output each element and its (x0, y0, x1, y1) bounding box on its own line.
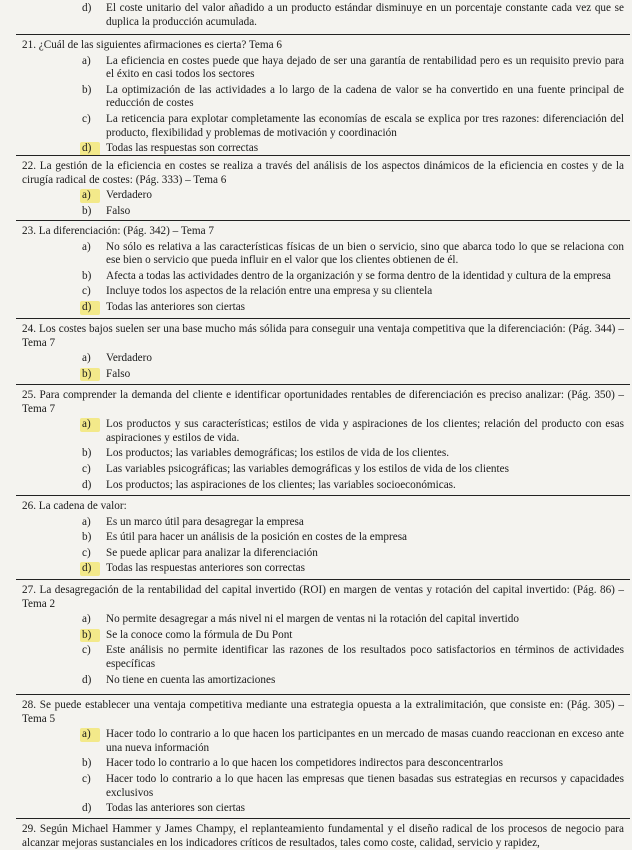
option-text: Falso (106, 204, 131, 217)
question-25-option-c (16, 463, 630, 477)
question-25-option-d (16, 479, 630, 493)
option-letter: a) (82, 352, 91, 365)
question-26-option-c (16, 547, 630, 561)
question-21-option-a (16, 55, 630, 82)
option-letter: c) (82, 644, 91, 657)
option-text: Todas las anteriores son ciertas (106, 802, 246, 815)
option-text: La eficiencia en costes puede que haya dejado de ser una garantía de rentabilidad pero es un requisito previo para el éxito en casi todos los sectores (106, 54, 624, 81)
question-21-option-b (16, 84, 630, 111)
question-25-option-a (16, 418, 630, 445)
option-text: Verdadero (106, 189, 152, 202)
option-text: Todas las anteriores son ciertas (106, 300, 246, 313)
question-text: 29. Según Michael Hammer y James Champy, el replanteamiento fundamental y el diseño radical de los procesos de negocio para alcanzar mejoras sustanciales en los indicadores críticos de resultados, tales como coste, calidad, servicio y rapidez, (22, 823, 624, 849)
question-text: 24. Los costes bajos suelen ser una base mucho más sólida para conseguir una ventaja competitiva que la diferenciación: (Pág. 344) – Tema 7 (22, 323, 624, 349)
option-letter: c) (82, 546, 91, 559)
question-28 (16, 694, 630, 816)
question-22 (16, 155, 630, 218)
question-24-option-b (16, 368, 630, 382)
question-text: 22. La gestión de la eficiencia en costes se realiza a través del análisis de los aspectos dinámicos de la eficiencia en costes y de la cirugía radical de costes: (Pág. 333) – Tema 6 (22, 160, 624, 186)
question-text: 28. Se puede establecer una ventaja competitiva mediante una estrategia opuesta a la extralimitación, que consiste en: (Pág. 305) – Tema 5 (22, 699, 624, 725)
question-23-option-d (16, 301, 630, 315)
option-text: La reticencia para explotar completamente las economías de escala se explica por tres razones: diferenciación del producto, flexibilidad y problemas de motivación y coordinación (106, 112, 624, 139)
option-text: Se la conoce como la fórmula de Du Pont (106, 628, 293, 641)
option-text: Los productos; las variables demográficas; los estilos de vida de los clientes. (106, 447, 449, 460)
question-22-option-b (16, 205, 630, 219)
question-22-option-a (16, 189, 630, 203)
option-text: No tiene en cuenta las amortizaciones (106, 673, 276, 686)
option-text: No permite desagregar a más nivel ni el margen de ventas ni la rotación del capital invertido (106, 613, 519, 626)
question-text: 21. ¿Cuál de las siguientes afirmaciones es cierta? Tema 6 (22, 39, 282, 51)
option-letter: d) (82, 673, 92, 686)
option-letter: b) (82, 531, 92, 544)
option-text: Es útil para hacer un análisis de la posición en costes de la empresa (106, 531, 408, 544)
option-text: El coste unitario del valor añadido a un producto estándar disminuye en un porcentaje constante cada vez que se duplica la producción acumulada. (106, 2, 624, 28)
question-20 (16, 0, 630, 29)
question-27-option-a (16, 613, 630, 627)
option-letter-highlighted: d) (80, 142, 100, 156)
option-text: Falso (106, 367, 131, 380)
option-letter: d) (82, 478, 92, 491)
question-23-option-b (16, 270, 630, 284)
option-letter: b) (82, 204, 92, 217)
option-letter-highlighted: a) (80, 189, 100, 203)
option-letter: c) (82, 112, 91, 125)
option-text: Las variables psicográficas; las variables demográficas y los estilos de vida de los clientes (106, 462, 509, 475)
question-28-option-c (16, 773, 630, 800)
question-28-option-d (16, 802, 630, 816)
question-23-option-a (16, 241, 630, 268)
option-text: Afecta a todas las actividades dentro de la organización y se forma dentro de la identidad y cultura de la empresa (106, 269, 611, 282)
option-text: Hacer todo lo contrario a lo que hacen las empresas que tienen basadas sus estrategias en recursos y capacidades exclusivos (106, 772, 624, 799)
option-letter: b) (82, 269, 92, 282)
question-24-option-a (16, 352, 630, 366)
option-text: Los productos; las aspiraciones de los clientes; las variables socioeconómicas. (106, 478, 456, 491)
question-25-option-b (16, 447, 630, 461)
option-text: Los productos y sus características; estilos de vida y aspiraciones de los clientes; relación del producto con esas aspiraciones y estilos de vida. (106, 418, 624, 444)
question-27-option-c (16, 644, 630, 671)
question-23 (16, 220, 630, 315)
option-text: Es un marco útil para desagregar la empresa (106, 515, 304, 528)
option-letter: b) (82, 447, 92, 460)
option-text: Se puede aplicar para analizar la diferenciación (106, 546, 318, 559)
question-20-option-d (16, 2, 630, 29)
option-letter-highlighted: b) (80, 368, 100, 382)
option-text: Este análisis no permite identificar las razones de los resultados poco satisfactorios en términos de actividades específicas (106, 644, 624, 670)
question-27-option-b (16, 629, 630, 643)
question-text: 23. La diferenciación: (Pág. 342) – Tema 7 (22, 225, 214, 237)
option-letter-highlighted: a) (80, 418, 100, 432)
question-21-option-d (16, 142, 630, 156)
option-letter-highlighted: d) (80, 562, 100, 576)
option-text: La optimización de las actividades a lo largo de la cadena de valor se ha convertido en una fuente principal de reducción de costes (106, 83, 624, 110)
question-26-option-b (16, 531, 630, 545)
option-letter: a) (82, 54, 91, 67)
option-letter: a) (82, 515, 91, 528)
option-letter: b) (82, 83, 92, 96)
question-21-option-c (16, 113, 630, 140)
question-24 (16, 318, 630, 381)
question-25 (16, 384, 630, 492)
option-text: Hacer todo lo contrario a lo que hacen los participantes en un mercado de masas cuando reaccionan en exceso ante una nueva información (106, 728, 624, 754)
question-29 (16, 818, 630, 850)
option-letter: d) (82, 2, 92, 14)
option-text: Hacer todo lo contrario a lo que hacen los competidores indirectos para desconcentrarlos (106, 757, 504, 770)
option-text: Incluye todos los aspectos de la relación entre una empresa y su clientela (106, 285, 433, 298)
option-letter: c) (82, 462, 91, 475)
option-letter: c) (82, 285, 91, 298)
option-text: Verdadero (106, 352, 152, 365)
question-28-option-a (16, 728, 630, 755)
option-text: Todas las respuestas anteriores son correctas (106, 562, 305, 575)
option-letter: a) (82, 240, 91, 253)
option-letter-highlighted: a) (80, 728, 100, 742)
option-text: No sólo es relativa a las características físicas de un bien o servicio, sino que abarca todo lo que se relaciona con ese bien o servicio que pueda influir en el valor que los clientes obtienen de él. (106, 240, 624, 267)
option-letter-highlighted: d) (80, 301, 100, 315)
option-text: Todas las respuestas son correctas (106, 142, 259, 155)
question-27-option-d (16, 674, 630, 688)
question-28-option-b (16, 757, 630, 771)
question-text: 27. La desagregación de la rentabilidad del capital invertido (ROI) en margen de ventas y rotación del capital invertido: (Pág. 86) – Tema 2 (22, 584, 624, 610)
question-27 (16, 579, 630, 687)
option-letter: b) (82, 757, 92, 770)
question-21 (16, 34, 630, 156)
option-letter: d) (82, 802, 92, 815)
question-26-option-d (16, 562, 630, 576)
question-23-option-c (16, 285, 630, 299)
option-letter: c) (82, 772, 91, 785)
option-letter-highlighted: b) (80, 629, 100, 643)
question-text: 25. Para comprender la demanda del cliente e identificar oportunidades rentables de diferenciación es preciso analizar: (Pág. 350) – Tema 7 (22, 389, 624, 415)
question-text: 26. La cadena de valor: (22, 500, 127, 512)
option-letter: a) (82, 613, 91, 626)
question-26-option-a (16, 516, 630, 530)
question-26 (16, 495, 630, 576)
